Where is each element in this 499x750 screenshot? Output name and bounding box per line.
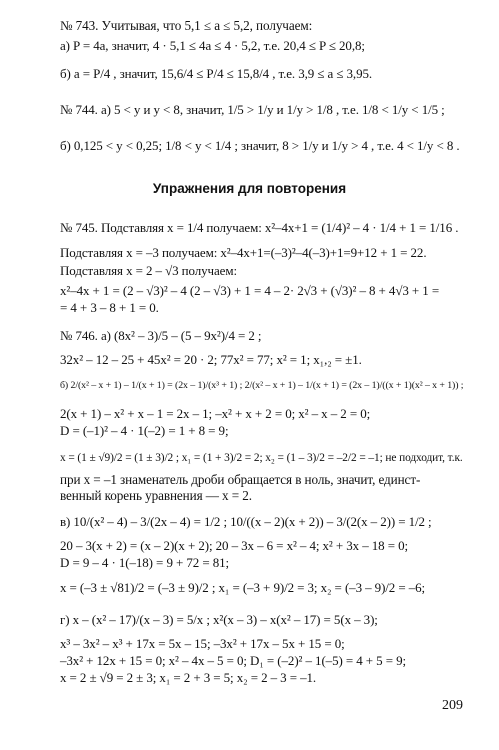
problem-746-d-equation: г) x – (x² – 17)/(x – 3) = 5/x ; x²(x – 3) – x(x² – 17) = 5(x – 3); bbox=[60, 612, 378, 627]
problem-745-line-4: x²–4x + 1 = (2 – √3)² – 4 (2 – √3) + 1 = 4 – 2· 2√3 + (√3)² – 8 + 4√3 + 1 = bbox=[60, 283, 440, 298]
problem-746-a-solution: 32x² – 12 – 25 + 45x² = 20 · 2; 77x² = 77; x² = 1; x₁,₂ = ±1. bbox=[60, 352, 362, 367]
problem-746-b-roots: x = (1 ± √9)/2 = (1 ± 3)/2 ; x₁ = (1 + 3)/2 = 2; x₂ = (1 – 3)/2 = –2/2 = –1; не подходит, т.к. bbox=[60, 452, 463, 464]
page-number: 209 bbox=[442, 698, 463, 713]
problem-746-c-step-2: D = 9 – 4 · 1(–18) = 9 + 72 = 81; bbox=[60, 555, 230, 570]
problem-745-line-5: = 4 + 3 – 8 + 1 = 0. bbox=[60, 300, 159, 315]
problem-746-b-step-1: 2(x + 1) – x² + x – 1 = 2x – 1; –x² + x + 2 = 0; x² – x – 2 = 0; bbox=[60, 406, 371, 421]
problem-743-b: б) a = P/4 , значит, 15,6/4 ≤ P/4 ≤ 15,8/4 , т.е. 3,9 ≤ a ≤ 3,95. bbox=[60, 66, 373, 81]
problem-746-c-step-1: 20 – 3(x + 2) = (x – 2)(x + 2); 20 – 3x – 6 = x² – 4; x² + 3x – 18 = 0; bbox=[60, 538, 408, 553]
problem-745-line-1: № 745. Подставляя x = 1/4 получаем: x²–4x+1 = (1/4)² – 4 · 1/4 + 1 = 1/16 . bbox=[60, 220, 459, 235]
problem-746-b-step-2: D = (–1)² – 4 · 1(–2) = 1 + 8 = 9; bbox=[60, 423, 229, 438]
problem-746-d-step-1: x³ – 3x² – x³ + 17x = 5x – 15; –3x² + 17x – 5x + 15 = 0; bbox=[60, 636, 345, 651]
problem-743-header: № 743. Учитывая, что 5,1 ≤ a ≤ 5,2, получаем: bbox=[60, 18, 313, 33]
problem-746-a-equation: № 746. а) (8x² – 3)/5 – (5 – 9x²)/4 = 2 ; bbox=[60, 328, 262, 343]
problem-746-d-roots: x = 2 ± √9 = 2 ± 3; x₁ = 2 + 3 = 5; x₂ = 2 – 3 = –1. bbox=[60, 670, 317, 685]
problem-746-c-equation: в) 10/(x² – 4) – 3/(2x – 4) = 1/2 ; 10/((x – 2)(x + 2)) – 3/(2(x – 2)) = 1/2 ; bbox=[60, 514, 432, 529]
problem-746-c-roots: x = (–3 ± √81)/2 = (–3 ± 9)/2 ; x₁ = (–3 + 9)/2 = 3; x₂ = (–3 – 9)/2 = –6; bbox=[60, 580, 426, 595]
problem-745-line-2: Подставляя x = –3 получаем: x²–4x+1=(–3)²–4(–3)+1=9+12 + 1 = 22. bbox=[60, 245, 427, 260]
problem-745-line-3: Подставляя x = 2 – √3 получаем: bbox=[60, 263, 237, 278]
problem-746-b-note-1: при x = –1 знаменатель дроби обращается в ноль, значит, единст- bbox=[60, 472, 421, 487]
problem-746-b-note-2: венный корень уравнения — x = 2. bbox=[60, 488, 252, 503]
problem-744-a: № 744. а) 5 < y и y < 8, значит, 1/5 > 1/y и 1/y > 1/8 , т.е. 1/8 < 1/y < 1/5 ; bbox=[60, 102, 445, 117]
section-heading: Упражнения для повторения bbox=[152, 181, 347, 196]
problem-744-b: б) 0,125 < y < 0,25; 1/8 < y < 1/4 ; значит, 8 > 1/y и 1/y > 4 , т.е. 4 < 1/y < 8 . bbox=[60, 138, 460, 153]
problem-743-a: а) P = 4a, значит, 4 · 5,1 ≤ 4a ≤ 4 · 5,2, т.е. 20,4 ≤ P ≤ 20,8; bbox=[60, 38, 365, 53]
problem-746-d-step-2: –3x² + 12x + 15 = 0; x² – 4x – 5 = 0; D₁ = (–2)² – 1(–5) = 4 + 5 = 9; bbox=[60, 653, 407, 668]
problem-746-b-equation: б) 2/(x² – x + 1) – 1/(x + 1) = (2x – 1)/(x³ + 1) ; 2/(x² – x + 1) – 1/(x + 1) = (2x – 1)/((x + 1)(x² – x + 1)) ; bbox=[60, 380, 464, 391]
